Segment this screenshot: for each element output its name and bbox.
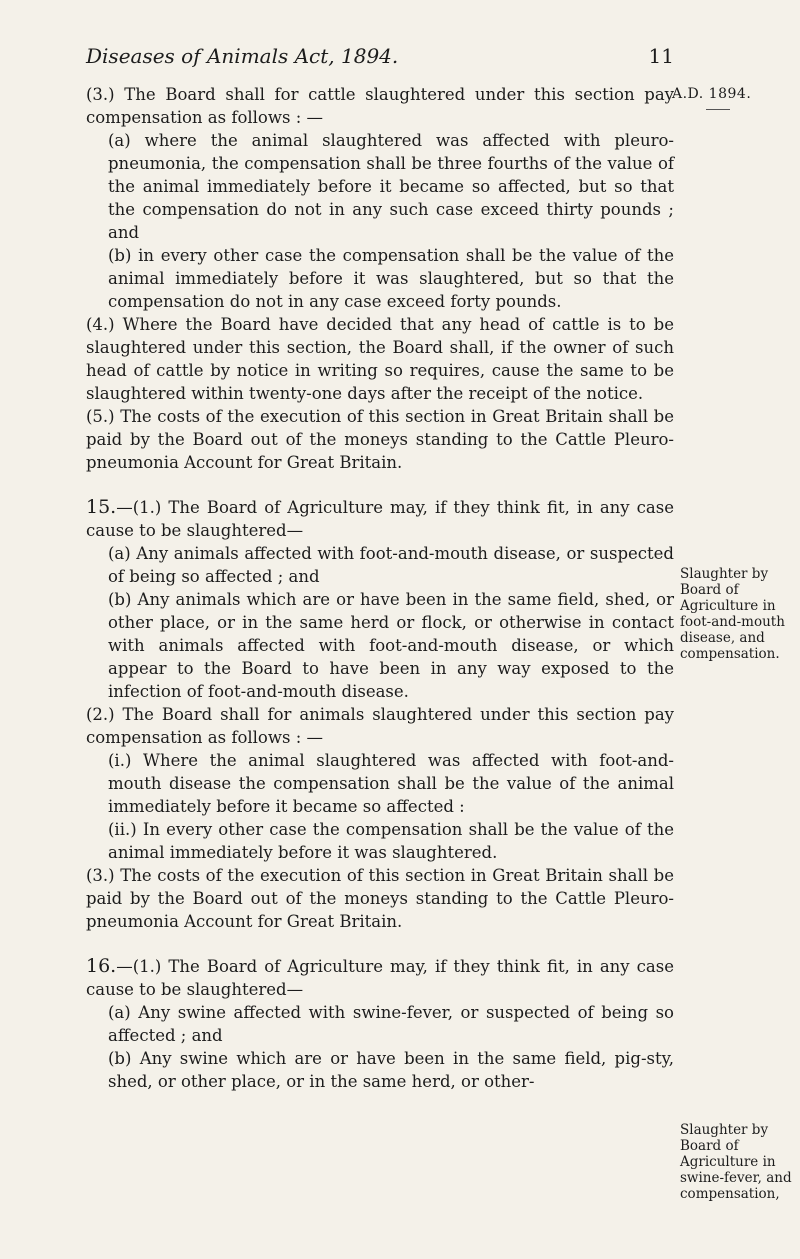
s14-para-3: (3.) The Board shall for cattle slaughtered under this section pay compensation as follows : — — [86, 85, 674, 127]
s16-number: 16. — [86, 955, 117, 977]
s15-para-1-text: —(1.) The Board of Agriculture may, if they think fit, in any case cause to be slaughtered— — [86, 498, 674, 540]
s15-para-2: (2.) The Board shall for animals slaughtered under this section pay compensation as follows : — — [86, 705, 674, 747]
running-title: Diseases of Animals Act, 1894. — [86, 44, 399, 68]
s15-number: 15. — [86, 496, 117, 518]
s16-para-1b: (b) Any swine which are or have been in the same field, pig-sty, shed, or other place, or in the same herd, or other- — [108, 1049, 674, 1091]
s15-para-1 — [86, 496, 674, 542]
s16-para-1-text: —(1.) The Board of Agriculture may, if they think fit, in any case cause to be slaughtered— — [86, 957, 674, 999]
year-margin-note: A.D. 1894. — [672, 86, 752, 102]
page-header — [86, 44, 674, 68]
s16-para-1 — [86, 955, 674, 1001]
page-body — [86, 83, 674, 1093]
page-number: 11 — [648, 44, 674, 68]
s14-para-4: (4.) Where the Board have decided that any head of cattle is to be slaughtered under this section, the Board shall, if the owner of such head of cattle by notice in writing so requires, cause the same to be slaughtered within twenty-one days after the receipt of the notice. — [86, 315, 674, 403]
s15-para-1b: (b) Any animals which are or have been in the same field, shed, or other place, or in the same herd or flock, or otherwise in contact with animals affected with foot-and-mouth disease, or which appear to the Board to have been in any way exposed to the infection of foot-and-mouth disease. — [108, 590, 674, 701]
s14-para-3b: (b) in every other case the compensation shall be the value of the animal immediately before it was slaughtered, but so that the compensation do not in any case exceed forty pounds. — [108, 246, 674, 311]
s16-para-1a: (a) Any swine affected with swine-fever, or suspected of being so affected ; and — [108, 1003, 674, 1045]
s14-para-5: (5.) The costs of the execution of this section in Great Britain shall be paid by the Board out of the moneys standing to the Cattle Pleuro-pneumonia Account for Great Britain. — [86, 407, 674, 472]
year-underline — [706, 109, 730, 110]
s16-margin-note: Slaughter by Board of Agriculture in swine-fever, and compensation, — [680, 1122, 792, 1202]
s14-para-3a: (a) where the animal slaughtered was affected with pleuro-pneumonia, the compensation shall be three fourths of the value of the animal immediately before it became so affected, but so that the compensation do not in any such case exceed thirty pounds ; and — [108, 131, 674, 242]
s15-para-1a: (a) Any animals affected with foot-and-mouth disease, or suspected of being so affected ; and — [108, 544, 674, 586]
s15-margin-note: Slaughter by Board of Agriculture in foot-and-mouth disease, and compensation. — [680, 566, 785, 662]
s15-para-3: (3.) The costs of the execution of this section in Great Britain shall be paid by the Board out of the moneys standing to the Cattle Pleuro-pneumonia Account for Great Britain. — [86, 866, 674, 931]
section-gap — [86, 933, 674, 955]
section-gap — [86, 474, 674, 496]
s15-para-2i: (i.) Where the animal slaughtered was affected with foot-and-mouth disease the compensation shall be the value of the animal immediately before it became so affected : — [108, 751, 674, 816]
s15-para-2ii: (ii.) In every other case the compensation shall be the value of the animal immediately before it was slaughtered. — [108, 820, 674, 862]
